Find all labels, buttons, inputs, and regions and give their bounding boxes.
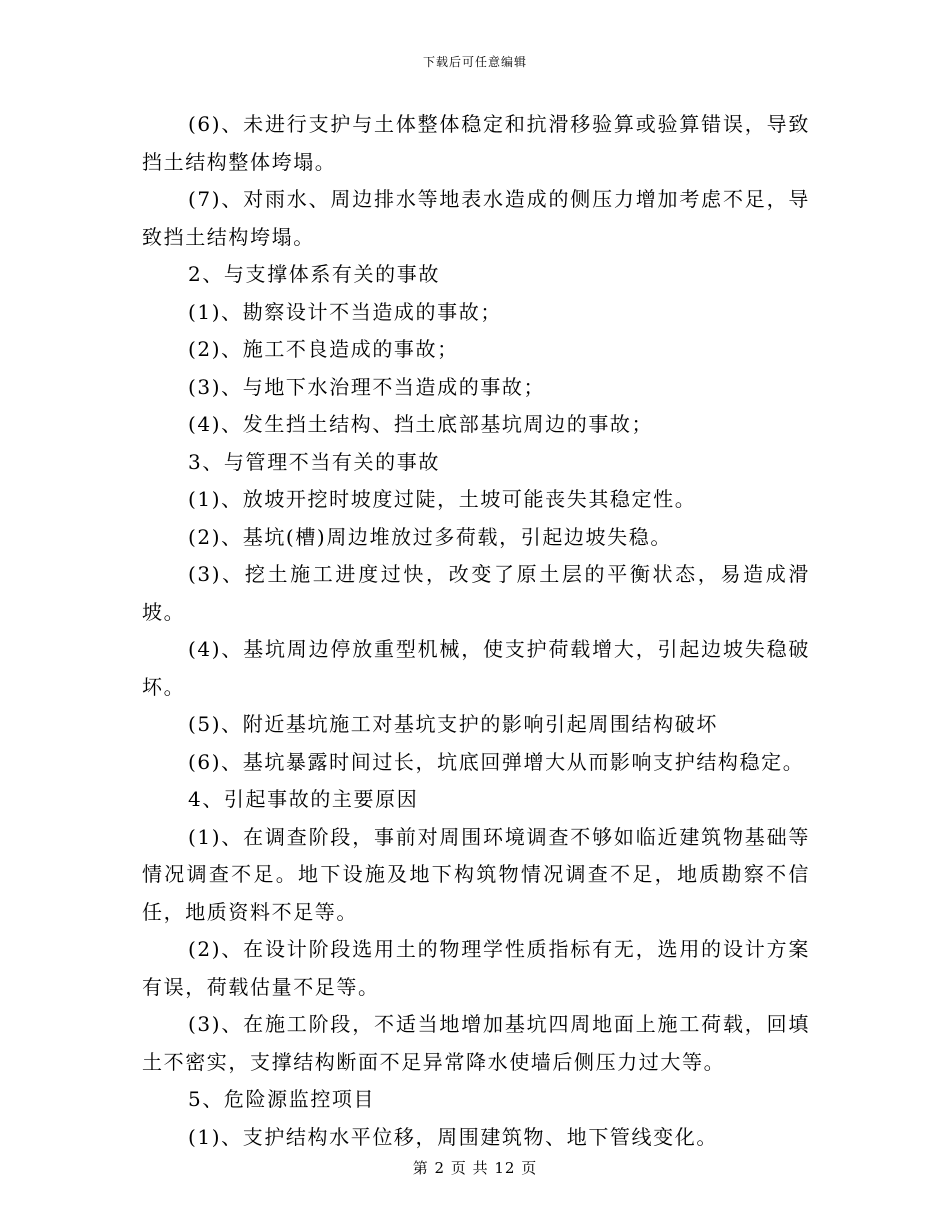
document-body: [142, 106, 810, 1156]
section-heading: 5、危险源监控项目: [188, 1087, 376, 1111]
paragraph: (4)、发生挡土结构、挡土底部基坑周边的事故；: [188, 412, 654, 436]
paragraph: (3)、挖土施工进度过快，改变了原土层的平衡状态，易造成滑坡。: [142, 562, 810, 624]
paragraph: (2)、基坑(槽)周边堆放过多荷载，引起边坡失稳。: [188, 524, 672, 549]
paragraph: (2)、在设计阶段选用土的物理学性质指标有无，选用的设计方案有误，荷载估量不足等。: [142, 937, 810, 999]
section-heading: 2、与支撑体系有关的事故: [188, 262, 440, 286]
paragraph: (7)、对雨水、周边排水等地表水造成的侧压力增加考虑不足，导致挡土结构垮塌。: [142, 187, 810, 249]
paragraph: (1)、在调查阶段，事前对周围环境调查不够如临近建筑物基础等情况调查不足。地下设施及地下构筑物情况调查不足，地质勘察不信任，地质资料不足等。: [142, 824, 810, 924]
paragraph: (3)、与地下水治理不当造成的事故；: [188, 374, 546, 399]
paragraph: (6)、未进行支护与土体整体稳定和抗滑移验算或验算错误，导致挡土结构整体垮塌。: [142, 112, 810, 174]
paragraph: (1)、勘察设计不当造成的事故；: [188, 299, 502, 324]
paragraph: (1)、放坡开挖时坡度过陡，土坡可能丧失其稳定性。: [188, 487, 697, 511]
paragraph: (3)、在施工阶段，不适当地增加基坑四周地面上施工荷载，回填土不密实，支撑结构断面不足异常降水使墙后侧压力过大等。: [142, 1012, 810, 1074]
paragraph: (6)、基坑暴露时间过长，坑底回弹增大从而影响支护结构稳定。: [188, 749, 805, 774]
page-number: 第 2 页 共 12 页: [412, 1159, 538, 1177]
paragraph: (5)、附近基坑施工对基坑支护的影响引起周围结构破坏: [188, 712, 718, 736]
section-heading: 4、引起事故的主要原因: [188, 787, 419, 811]
paragraph: (2)、施工不良造成的事故；: [188, 337, 459, 361]
page-header: 下载后可任意编辑: [422, 55, 527, 69]
section-heading: 3、与管理不当有关的事故: [188, 449, 440, 474]
paragraph: (1)、支护结构水平位移，周围建筑物、地下管线变化。: [188, 1124, 718, 1149]
paragraph: (4)、基坑周边停放重型机械，使支护荷载增大，引起边坡失稳破坏。: [142, 637, 810, 699]
